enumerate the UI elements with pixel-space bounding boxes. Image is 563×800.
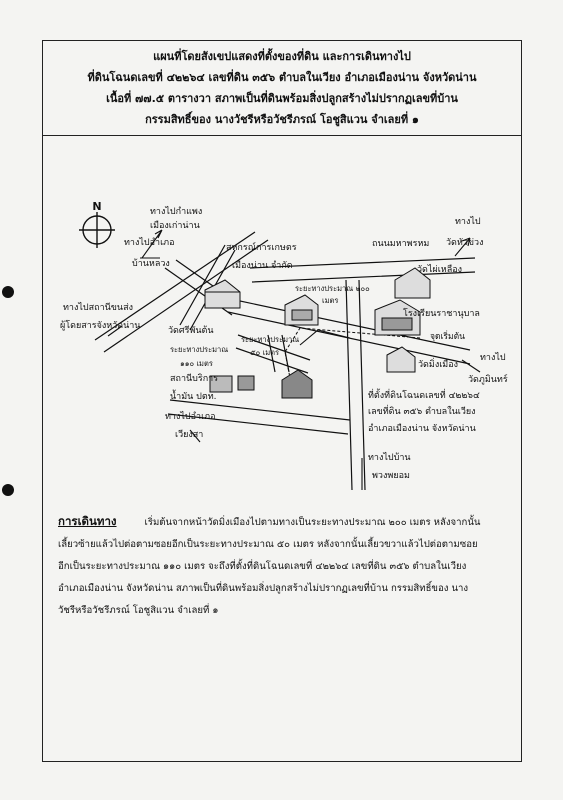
label-to-wiangsa-2: เวียงสา (175, 430, 204, 440)
header-line-3: เนื้อที่ ๗๗.๕ ตารางวา สภาพเป็นที่ดินพร้อมสิ่งปลูกสร้างไม่ปรากฏเลขที่บ้าน (106, 91, 458, 105)
binder-hole-bottom (2, 484, 14, 496)
label-distance-110-1: ระยะทางประมาณ (170, 345, 229, 354)
route-line-5: วัชรีหรือวัชรีภรณ์ โอชูสิแวน จำเลยที่ ๑ (58, 605, 219, 616)
label-land-location-3: อำเภอเมืองน่าน จังหวัดน่าน (368, 424, 476, 434)
label-gas-station-2: น้ำมัน ปตท. (170, 392, 217, 402)
label-gas-station-1: สถานีบริการ (170, 374, 219, 384)
label-to-post-1: ทางไปสถานีขนส่ง (63, 303, 133, 313)
north-label: N (92, 200, 102, 213)
route-line-1: เริ่มต้นจากหน้าวัดมิ่งเมืองไปตามทางเป็นระยะทางประมาณ ๒๐๐ เมตร หลังจากนั้น (144, 517, 481, 528)
header-line-1: แผนที่โดยสังเขปแสดงที่ตั้งของที่ดิน และการเดินทางไป (153, 49, 411, 63)
route-line-3: อีกเป็นระยะทางประมาณ ๑๑๐ เมตร จะถึงที่ตั้งที่ดินโฉนดเลขที่ ๔๒๒๖๔ เลขที่ดิน ๓๕๖ ตำบลในเวียง (58, 561, 467, 572)
label-cooperative-1: สหกรณ์การเกษตร (226, 243, 297, 253)
label-to-wiangsa-1: ทางไปอำเภอ (165, 412, 216, 422)
label-to-post-2: ผู้โดยสารจังหวัดน่าน (60, 321, 141, 331)
label-start-point: จุดเริ่มต้น (430, 332, 465, 342)
label-distance-50-1: ระยะทางประมาณ (241, 335, 300, 344)
label-cooperative-2: เมืองน่าน จำกัด (232, 261, 293, 271)
label-to-wat-huachang-1: ทางไป (455, 217, 481, 227)
label-to-wat-phumin-2: วัดภูมินทร์ (468, 375, 508, 385)
label-to-banluang-1: ทางไปอำเภอ (124, 238, 175, 248)
label-wat-phai-lueang: วัดไผ่เหลือง (417, 265, 463, 275)
label-to-kamphaeng-2: เมืองเก่าน่าน (150, 221, 200, 231)
label-land-location-2: เลขที่ดิน ๓๕๖ ตำบลในเวียง (368, 407, 476, 417)
north-arrow (79, 200, 115, 248)
header-line-2: ที่ดินโฉนดเลขที่ ๔๒๒๖๔ เลขที่ดิน ๓๕๖ ตำบลในเวียง อำเภอเมืองน่าน จังหวัดน่าน (87, 70, 477, 84)
label-to-wat-phumin-1: ทางไป (480, 353, 506, 363)
label-school: โรงเรียนราชานุบาล (403, 309, 480, 319)
land-location-building-icon (282, 370, 312, 398)
arrow-to-wat-phumin (462, 360, 480, 372)
label-road-mahaprom: ถนนมหาพรหม (372, 239, 430, 249)
cooperative-building-icon (285, 295, 318, 325)
label-distance-50-2: ๕๐ เมตร (250, 348, 280, 357)
label-to-phuangphayom-2: พวงพยอม (372, 471, 410, 481)
label-distance-200-2: เมตร (322, 296, 339, 305)
label-to-phuangphayom-1: ทางไปบ้าน (368, 453, 411, 463)
label-distance-200-1: ระยะทางประมาณ ๒๐๐ (295, 284, 370, 293)
label-to-kamphaeng-1: ทางไปกำแพง (150, 207, 203, 217)
label-wat-ming-mueang: วัดมิ่งเมือง (418, 360, 459, 370)
label-wat-sri-phanton: วัดศรีพันต้น (168, 326, 214, 336)
label-to-banluang-2: บ้านหลวง (132, 259, 170, 269)
sketch-map (43, 137, 521, 502)
label-to-wat-huachang-2: วัดหัวข่วง (446, 238, 484, 248)
document-header (42, 40, 522, 136)
header-line-4: กรรมสิทธิ์ของ นางวัชรีหรือวัชรีภรณ์ โอชูสิแวน จำเลยที่ ๑ (145, 112, 419, 126)
route-line-4: อำเภอเมืองน่าน จังหวัดน่าน สภาพเป็นที่ดินพร้อมสิ่งปลูกสร้างไม่ปรากฏเลขที่บ้าน กรรมสิทธิ์ของ นาง (58, 583, 469, 594)
route-title: การเดินทาง (58, 514, 117, 528)
route-line-2: เลี้ยวซ้ายแล้วไปต่อตามซอยอีกเป็นระยะทางประมาณ ๕๐ เมตร หลังจากนั้นเลี้ยวขวาแล้วไปต่อตามซอย (58, 539, 478, 550)
route-description (58, 510, 510, 622)
binder-hole-top (2, 286, 14, 298)
label-distance-110-2: ๑๑๐ เมตร (180, 359, 213, 368)
label-land-location-1: ที่ตั้งที่ดินโฉนดเลขที่ ๔๒๒๖๔ (368, 391, 480, 401)
arrow-route (300, 330, 350, 345)
